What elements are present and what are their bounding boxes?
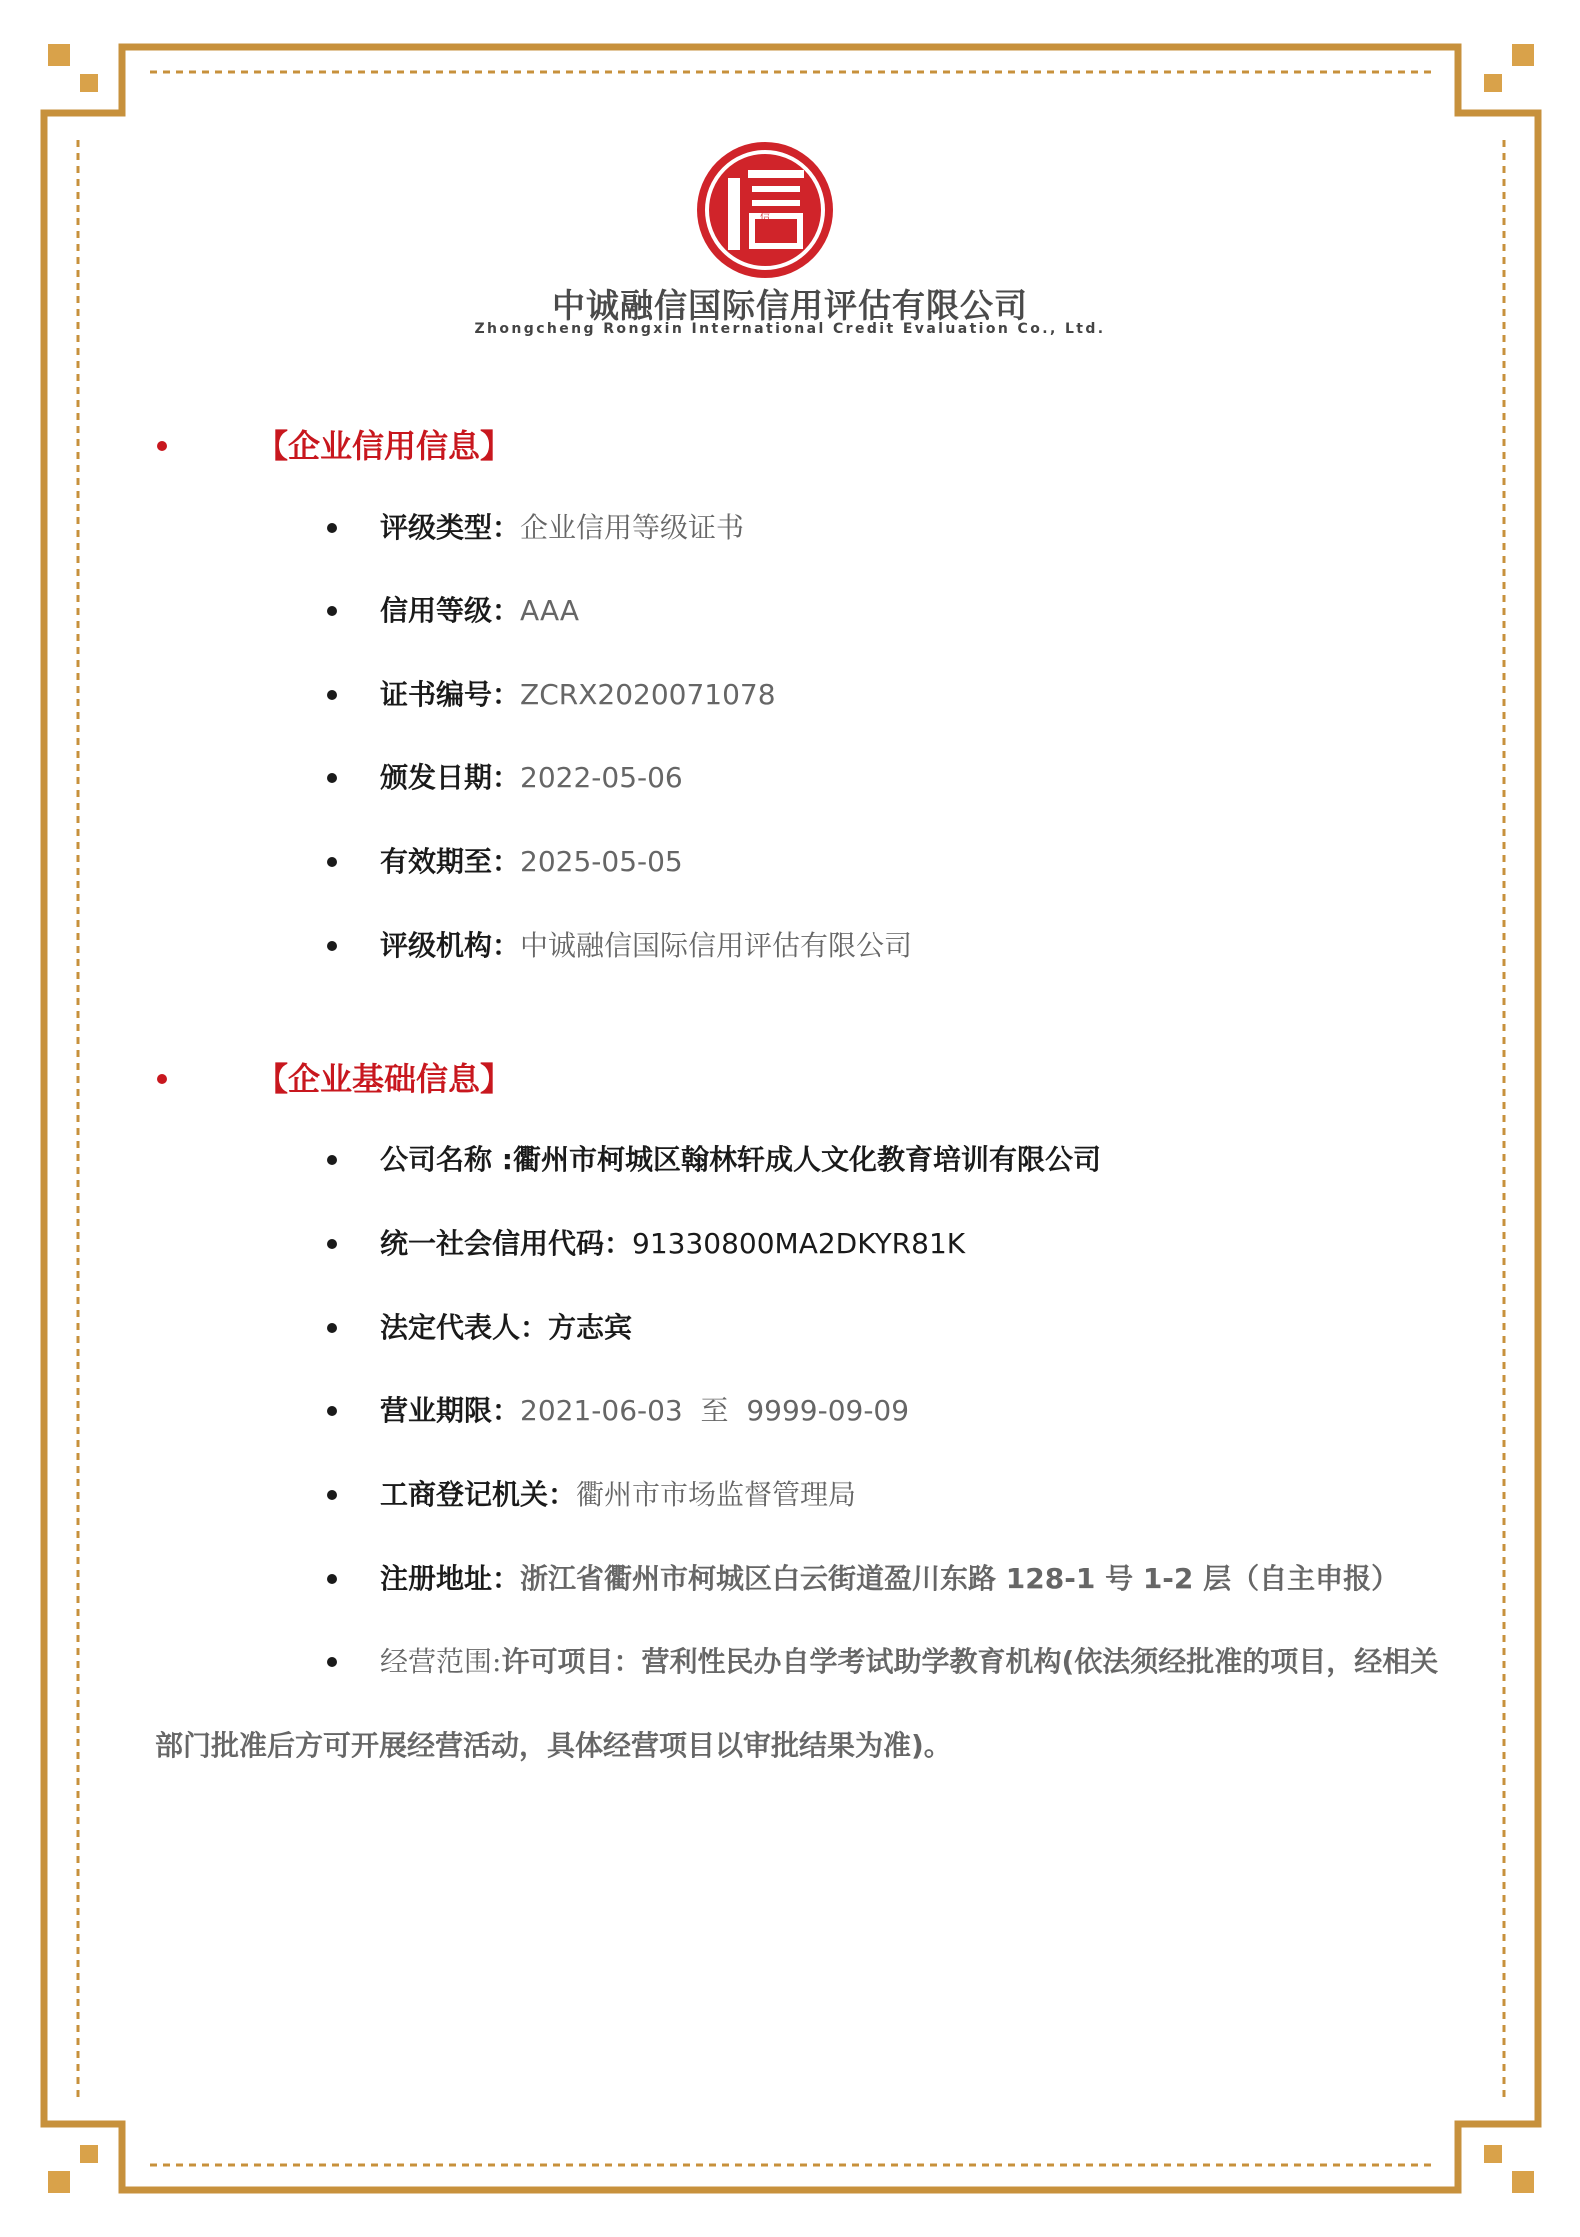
list-item	[380, 1478, 856, 1512]
item-value: AAA	[520, 594, 580, 627]
item-value: 衢州市柯城区翰林轩成人文化教育培训有限公司	[512, 1143, 1101, 1176]
item-value: 中诚融信国际信用评估有限公司	[520, 929, 913, 962]
item-value: 2022-05-06	[520, 761, 683, 794]
item-value: 许可项目：营利性民办自学考试助学教育机构(依法须经批准的项目，经相关	[501, 1645, 1439, 1678]
list-item	[380, 845, 683, 879]
section-bullet	[157, 1074, 167, 1084]
item-value: 方志宾	[548, 1311, 633, 1344]
item-label: 评级类型：	[380, 511, 521, 544]
company-name-en: Zhongcheng Rongxin International Credit Evaluation Co., Ltd.	[474, 321, 1106, 337]
list-bullet	[327, 606, 337, 616]
company-logo	[690, 140, 840, 280]
item-label: 有效期至：	[380, 845, 521, 878]
item-label: 营业期限：	[380, 1394, 521, 1427]
list-bullet	[327, 857, 337, 867]
company-name-cn: 中诚融信国际信用评估有限公司	[552, 286, 1028, 325]
item-value: 企业信用等级证书	[520, 511, 745, 544]
basic-section-title: 【企业基础信息】	[256, 1060, 513, 1098]
list-bullet	[327, 523, 337, 533]
item-value: ZCRX2020071078	[520, 678, 776, 711]
list-item	[380, 761, 683, 795]
item-label: 经营范围:	[380, 1645, 502, 1678]
list-bullet	[327, 1239, 337, 1249]
item-label: 评级机构：	[380, 929, 521, 962]
list-item	[380, 511, 744, 545]
item-label: 注册地址：	[380, 1562, 521, 1595]
list-item	[380, 594, 579, 628]
logo-glyph: 信	[760, 212, 770, 223]
item-value: 浙江省衢州市柯城区白云街道盈川东路 128-1 号 1-2 层（自主申报）	[520, 1562, 1400, 1595]
list-item	[380, 929, 912, 963]
list-bullet	[327, 773, 337, 783]
item-label: 统一社会信用代码：	[380, 1227, 633, 1260]
list-bullet	[327, 1155, 337, 1165]
credit-section-title: 【企业信用信息】	[256, 427, 513, 465]
item-label: 证书编号：	[380, 678, 521, 711]
list-item	[380, 1394, 909, 1428]
item-value: 衢州市市场监督管理局	[576, 1478, 857, 1511]
section-bullet	[157, 441, 167, 451]
item-value: 91330800MA2DKYR81K	[632, 1227, 966, 1260]
list-bullet	[327, 1657, 337, 1667]
item-label: 法定代表人：	[380, 1311, 549, 1344]
list-bullet	[327, 1574, 337, 1584]
list-bullet	[327, 941, 337, 951]
list-item	[380, 1143, 1101, 1177]
item-label: 公司名称 :	[380, 1143, 513, 1176]
list-bullet	[327, 1490, 337, 1500]
list-item	[380, 1645, 1438, 1679]
item-label: 颁发日期：	[380, 761, 521, 794]
list-bullet	[327, 1323, 337, 1333]
list-bullet	[327, 1406, 337, 1416]
item-label: 工商登记机关：	[380, 1478, 577, 1511]
list-item	[380, 678, 776, 712]
list-item	[380, 1311, 632, 1345]
list-bullet	[327, 690, 337, 700]
item-value: 2021-06-03 至 9999-09-09	[520, 1394, 910, 1427]
list-item	[380, 1562, 1399, 1596]
item-label: 信用等级：	[380, 594, 521, 627]
item-value: 2025-05-05	[520, 845, 683, 878]
scope-continuation: 部门批准后方可开展经营活动，具体经营项目以审批结果为准)。	[155, 1729, 952, 1762]
list-item	[380, 1227, 965, 1261]
